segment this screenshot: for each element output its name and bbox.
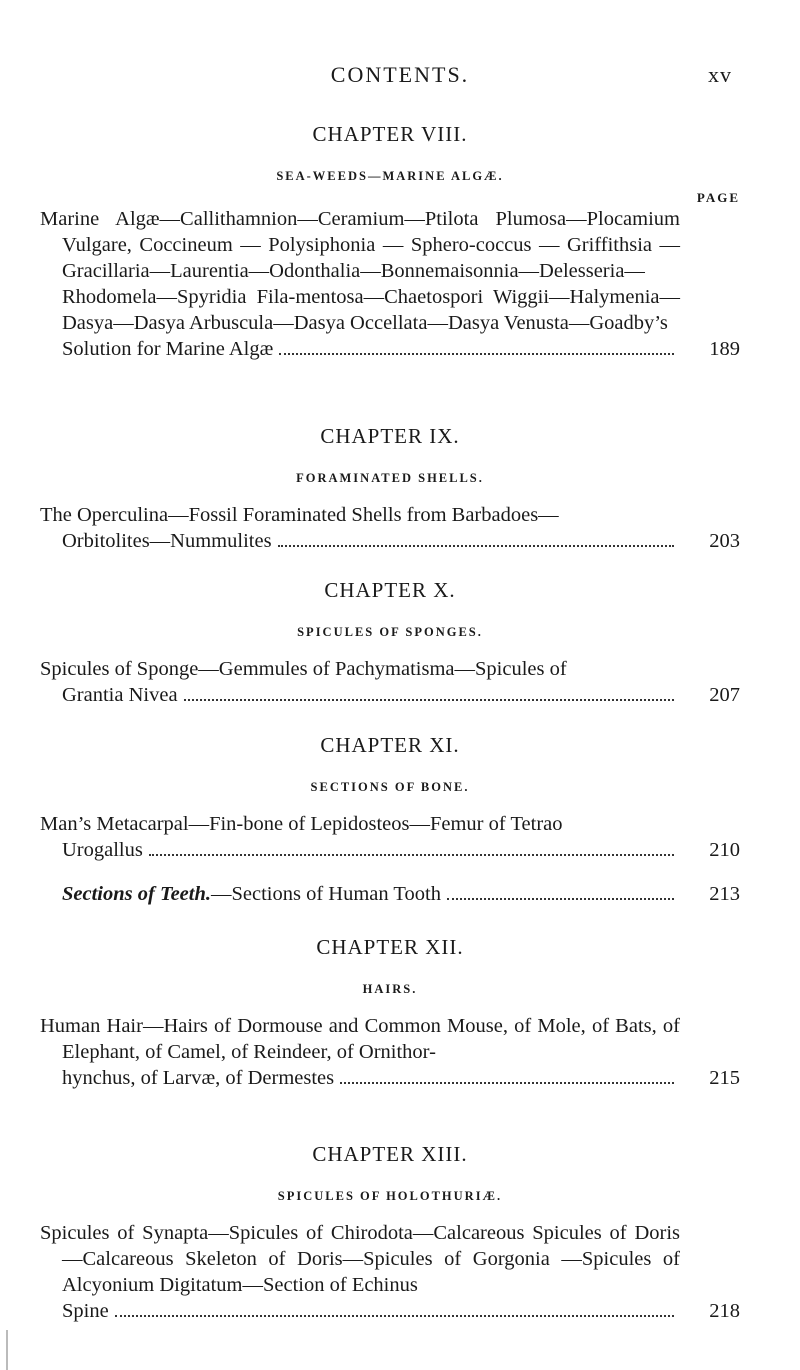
entry-last-text: hynchus, of Larvæ, of Dermestes (62, 1067, 335, 1089)
entry-last-line (62, 837, 680, 863)
contents-entry (40, 656, 740, 708)
entry-text: The Operculina—Fossil Foraminated Shells from Barbadoes— (40, 504, 559, 526)
binding-edge-mark (6, 1330, 8, 1370)
chapter-subtitle: SECTIONS OF BONE. (310, 780, 470, 794)
contents-entry (40, 206, 740, 362)
entry-last-text: Urogallus (62, 839, 143, 861)
entry-italic-lead: Sections of Teeth. (62, 883, 212, 905)
entry-page-number: 215 (709, 1067, 740, 1089)
dot-leader (115, 1314, 674, 1317)
entry-last-text: Grantia Nivea (62, 684, 178, 706)
entry-page-number: 203 (709, 530, 740, 552)
entry-text: Spicules of Synapta—Spicules of Chirodota—Calcareous Spicules of Doris—Calcareous Skeleton of Doris—Spicules of Gorgonia —Spicules of Alcyonium Digitatum—Section of Echinus (40, 1222, 680, 1296)
entry-page-number: 218 (709, 1300, 740, 1322)
running-head (0, 62, 800, 92)
contents-entry (40, 811, 740, 863)
page-column-label: PAGE (696, 190, 740, 205)
contents-entry (40, 1220, 740, 1324)
chapter-heading: CHAPTER XI. (320, 733, 460, 757)
entry-last-text: Solution for Marine Algæ (62, 338, 274, 360)
entry-last-line (62, 336, 680, 362)
chapter-section (40, 935, 740, 1091)
chapter-subtitle: FORAMINATED SHELLS. (296, 471, 484, 485)
chapter-section (40, 733, 740, 907)
chapter-subtitle: HAIRS. (362, 982, 418, 996)
chapter-subtitle: SEA-WEEDS—MARINE ALGÆ. (276, 169, 504, 183)
page-folio: xv (708, 62, 732, 87)
chapter-heading: CHAPTER VIII. (312, 122, 468, 146)
dot-leader (278, 544, 674, 547)
entry-text: Human Hair—Hairs of Dormouse and Common Mouse, of Mole, of Bats, of Elephant, of Camel, of Reindeer, of Ornithor- (40, 1015, 680, 1063)
chapter-section (40, 578, 740, 708)
entry-last-line (62, 1065, 680, 1091)
entry-text: Spicules of Sponge—Gemmules of Pachymatisma—Spicules of (40, 658, 567, 680)
contents-entry (40, 1013, 740, 1091)
contents-entry (40, 881, 740, 907)
chapter-heading: CHAPTER XIII. (312, 1142, 468, 1166)
chapter-heading: CHAPTER X. (324, 578, 456, 602)
chapter-heading: CHAPTER XII. (316, 935, 464, 959)
dot-leader (447, 897, 674, 900)
entry-last-line (62, 682, 680, 708)
entry-last-line (62, 528, 680, 554)
dot-leader (340, 1081, 674, 1084)
chapter-heading: CHAPTER IX. (320, 424, 460, 448)
dot-leader (184, 698, 674, 701)
chapter-subtitle: SPICULES OF SPONGES. (297, 625, 483, 639)
entry-page-number: 207 (709, 684, 740, 706)
chapter-section (40, 424, 740, 554)
entry-page-number: 213 (709, 883, 740, 905)
chapter-section (40, 1142, 740, 1324)
running-head-title: CONTENTS. (330, 62, 470, 87)
entry-text: Man’s Metacarpal—Fin-bone of Lepidosteos—Femur of Tetrao (40, 813, 563, 835)
entry-page-number: 210 (709, 839, 740, 861)
dot-leader (149, 853, 674, 856)
entry-last-line (62, 881, 680, 907)
contents-entry (40, 502, 740, 554)
chapter-subtitle: SPICULES OF HOLOTHURIÆ. (277, 1189, 503, 1203)
entry-last-line (62, 1298, 680, 1324)
entry-last-text: Orbitolites—Nummulites (62, 530, 272, 552)
entry-text: Marine Algæ—Callithamnion—Ceramium—Ptilota Plumosa—Plocamium Vulgare, Coccineum — Polysiphonia — Sphero-coccus — Griffithsia — Gracillaria—Laurentia—Odonthalia—Bonnemaisonnia—Delesseria—Rhodomela—Spyridia Fila-mentosa—Chaetospori Wiggii—Halymenia—Dasya—Dasya Arbuscula—Dasya Occellata—Dasya Venusta—Goadby’s (40, 208, 680, 334)
entry-page-number: 189 (709, 338, 740, 360)
dot-leader (279, 352, 674, 355)
chapter-section (40, 122, 740, 362)
entry-last-text: —Sections of Human Tooth (211, 883, 441, 905)
entry-last-text: Spine (62, 1300, 109, 1322)
